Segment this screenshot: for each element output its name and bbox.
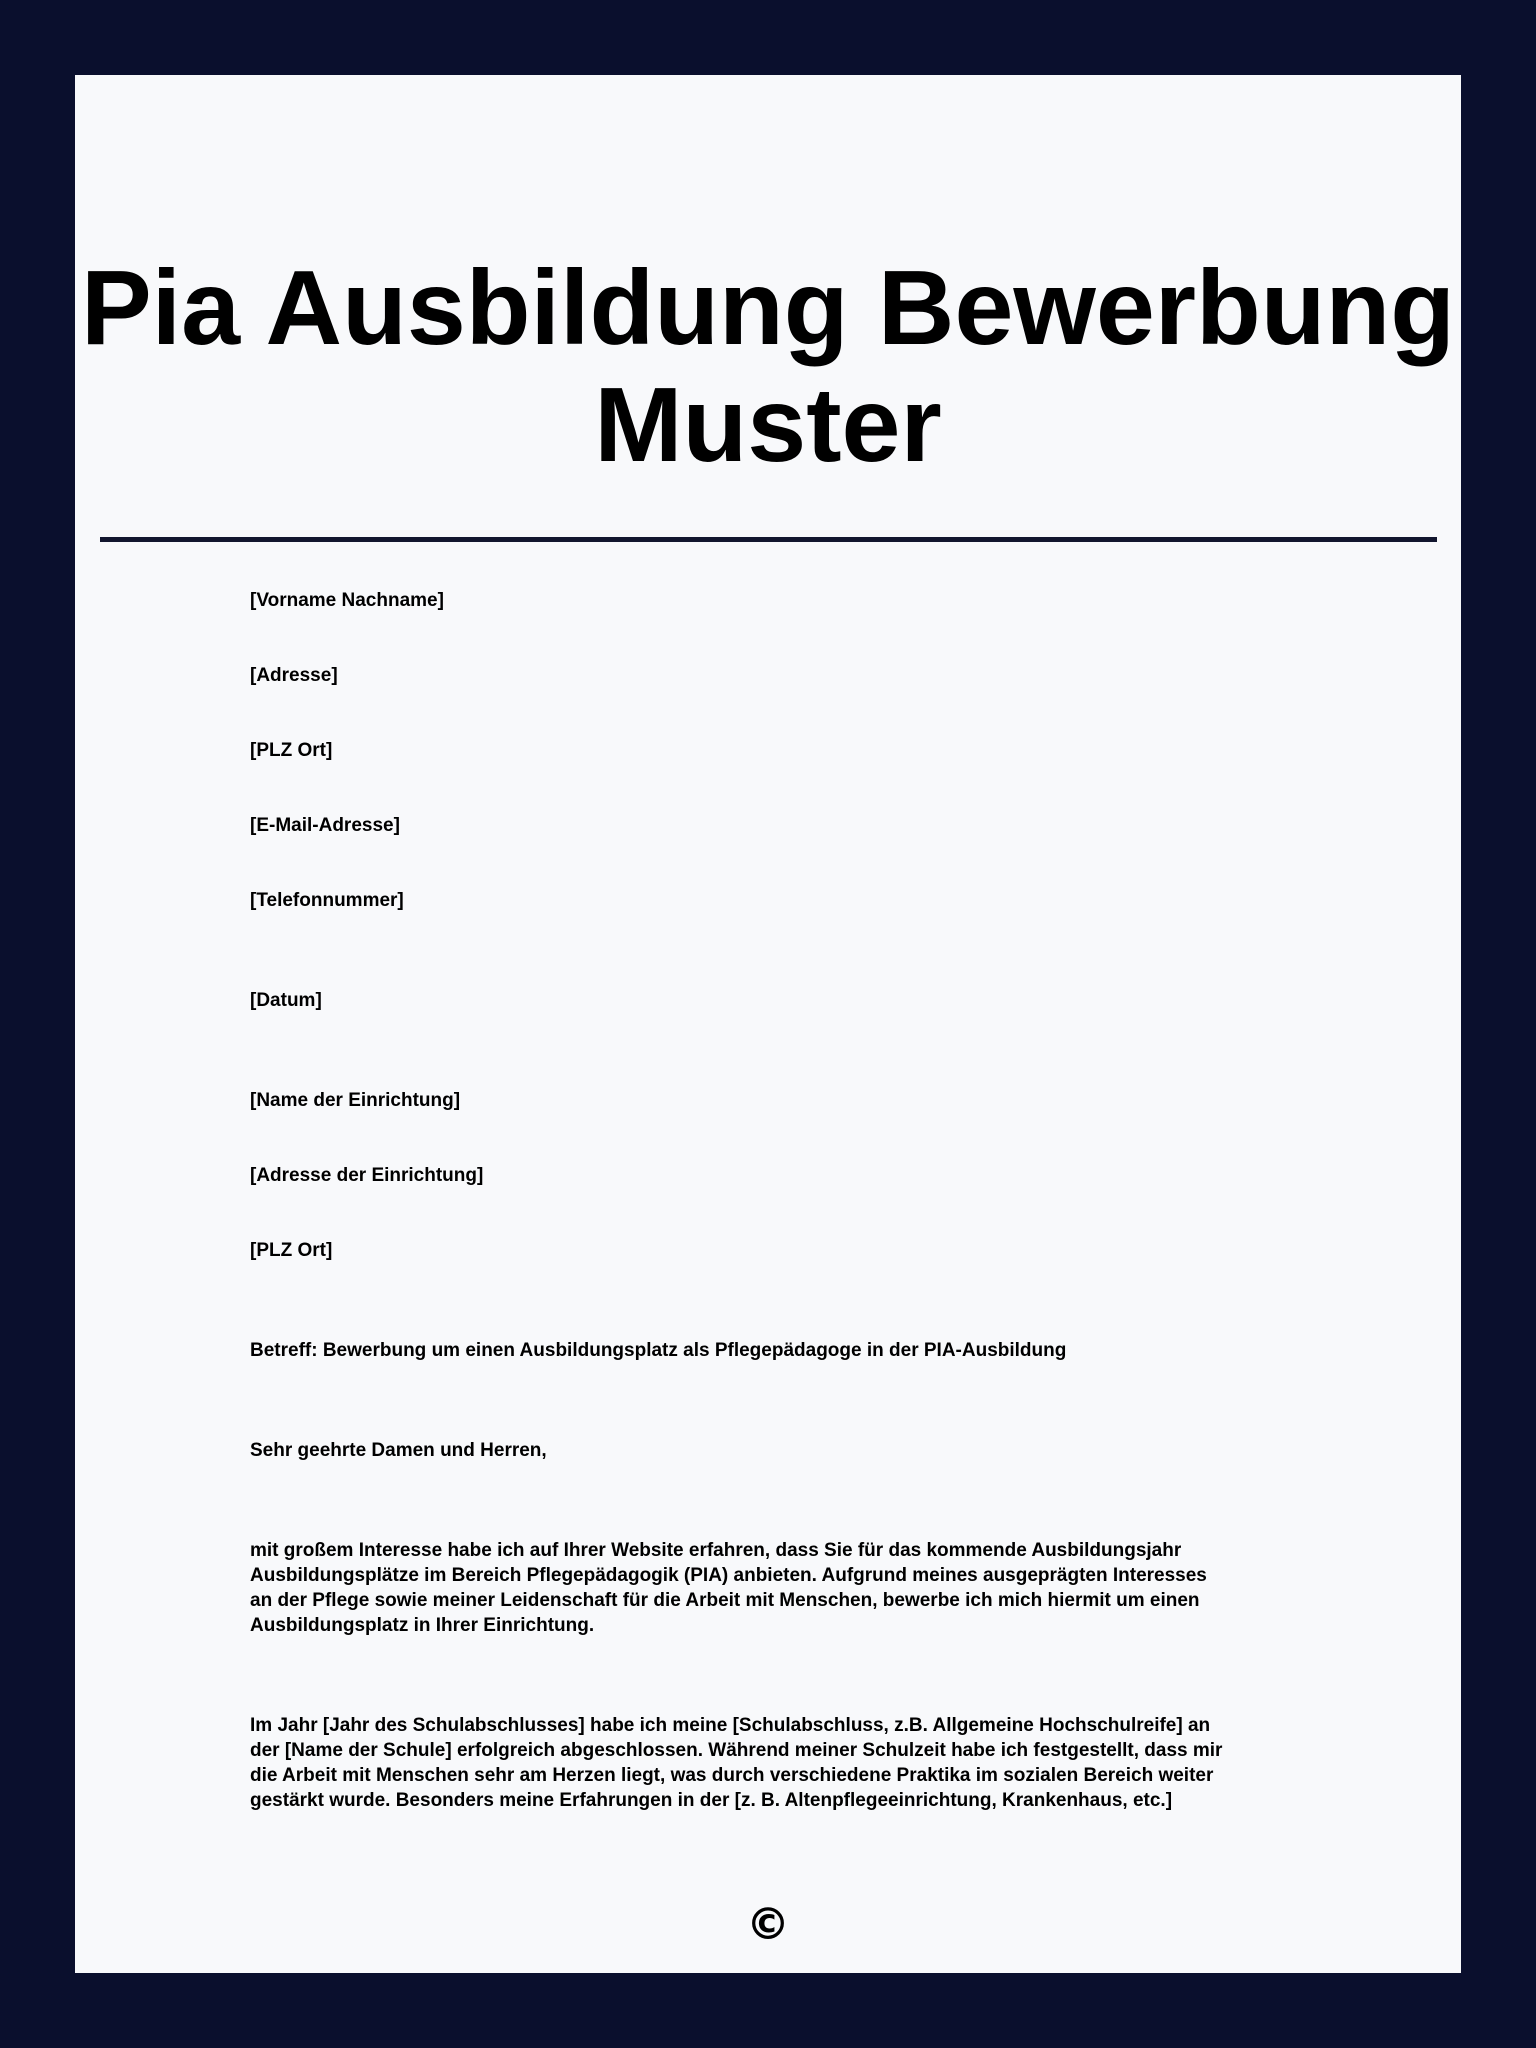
sender-city: [PLZ Ort] [250, 740, 333, 761]
paragraph-intro-line: Ausbildungsplatz in Ihrer Einrichtung. [250, 1615, 595, 1636]
paragraph-intro-line: mit großem Interesse habe ich auf Ihrer Website erfahren, dass Sie für das kommende Ausbildungsjahr [250, 1540, 1182, 1561]
sender-address: [Adresse] [250, 665, 338, 686]
title-divider [100, 537, 1437, 542]
recipient-address: [Adresse der Einrichtung] [250, 1165, 484, 1186]
page-title [75, 250, 1461, 484]
title-line-2: Muster [594, 366, 942, 484]
copyright-icon: © [746, 1899, 790, 1950]
sender-name: [Vorname Nachname] [250, 590, 444, 611]
paragraph-intro-line: Ausbildungsplätze im Bereich Pflegepädagogik (PIA) anbieten. Aufgrund meines ausgeprägten Interesses [250, 1565, 1207, 1586]
paragraph-intro [250, 1538, 1300, 1638]
subject-line: Betreff: Bewerbung um einen Ausbildungsplatz als Pflegepädagoge in der PIA-Ausbildung [250, 1340, 1067, 1361]
sender-email: [E-Mail-Adresse] [250, 815, 400, 836]
sender-phone: [Telefonnummer] [250, 890, 404, 911]
letter-date: [Datum] [250, 990, 322, 1011]
salutation: Sehr geehrte Damen und Herren, [250, 1440, 547, 1461]
document-page [75, 75, 1461, 1973]
paragraph-education-line: der [Name der Schule] erfolgreich abgeschlossen. Während meiner Schulzeit habe ich festgestellt, dass mir [250, 1740, 1223, 1761]
paragraph-education-line: Im Jahr [Jahr des Schulabschlusses] habe ich meine [Schulabschluss, z.B. Allgemeine Hochschulreife] an [250, 1715, 1211, 1736]
title-line-1: Pia Ausbildung Bewerbung [80, 249, 1456, 367]
paragraph-education-line: die Arbeit mit Menschen sehr am Herzen liegt, was durch verschiedene Praktika im sozialen Bereich weiter [250, 1765, 1214, 1786]
recipient-name: [Name der Einrichtung] [250, 1090, 461, 1111]
paragraph-intro-line: an der Pflege sowie meiner Leidenschaft für die Arbeit mit Menschen, bewerbe ich mich hiermit um einen [250, 1590, 1200, 1611]
paragraph-education [250, 1713, 1300, 1813]
recipient-city: [PLZ Ort] [250, 1240, 333, 1261]
paragraph-education-line: gestärkt wurde. Besonders meine Erfahrungen in der [z. B. Altenpflegeeinrichtung, Krankenhaus, etc.] [250, 1790, 1173, 1811]
